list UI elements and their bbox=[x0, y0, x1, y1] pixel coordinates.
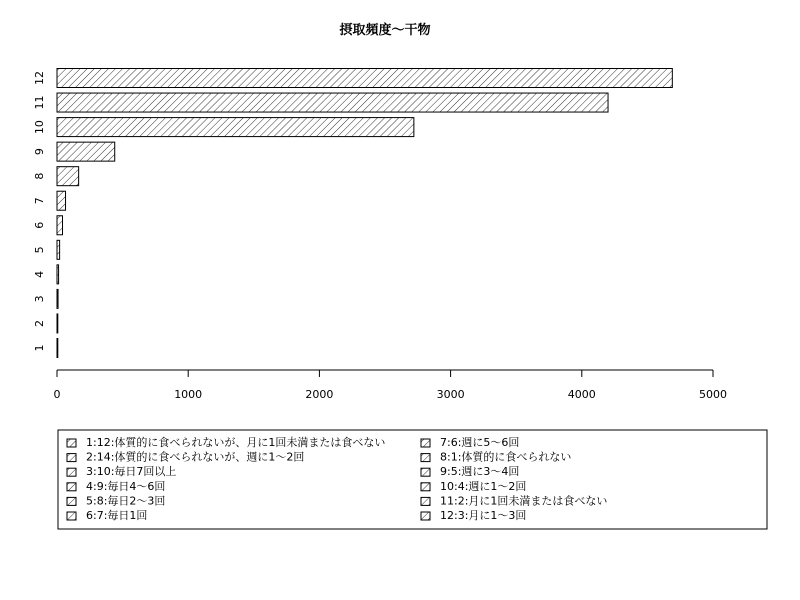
legend-item-label: 7:6:週に5～6回 bbox=[440, 436, 520, 449]
legend-item-label: 2:14:体質的に食べられないが、週に1～2回 bbox=[86, 450, 305, 464]
bar-4 bbox=[57, 265, 59, 284]
x-tick-label: 2000 bbox=[305, 388, 334, 401]
y-tick-label: 12 bbox=[33, 71, 46, 85]
legend-swatch bbox=[421, 483, 430, 491]
bar-8 bbox=[57, 167, 79, 186]
legend-item-label: 6:7:毎日1回 bbox=[86, 509, 148, 522]
legend-swatch bbox=[67, 512, 76, 520]
y-tick-label: 5 bbox=[33, 246, 46, 254]
y-tick-label: 9 bbox=[33, 148, 46, 156]
y-tick-label: 1 bbox=[33, 344, 46, 352]
x-tick-label: 0 bbox=[53, 388, 61, 401]
legend-swatch bbox=[421, 468, 430, 476]
legend-item-label: 11:2:月に1回未満または食べない bbox=[440, 494, 608, 508]
legend-item-label: 8:1:体質的に食べられない bbox=[440, 450, 572, 464]
legend-item-label: 3:10:毎日7回以上 bbox=[86, 465, 177, 479]
legend-swatch bbox=[421, 454, 430, 462]
bar-9 bbox=[57, 142, 115, 161]
x-tick-label: 1000 bbox=[174, 388, 203, 401]
bar-10 bbox=[57, 118, 414, 137]
legend-swatch bbox=[67, 439, 76, 447]
x-tick-label: 3000 bbox=[436, 388, 465, 401]
bar-12 bbox=[57, 69, 672, 88]
x-tick-label: 4000 bbox=[567, 388, 596, 401]
legend-swatch bbox=[67, 468, 76, 476]
legend-swatch bbox=[67, 454, 76, 462]
legend-item-label: 10:4:週に1～2回 bbox=[440, 479, 527, 493]
legend-swatch bbox=[67, 497, 76, 505]
chart-title: 摂取頻度～干物 bbox=[339, 23, 431, 38]
x-tick-label: 5000 bbox=[699, 388, 727, 401]
bar-3 bbox=[57, 289, 58, 308]
y-tick-label: 11 bbox=[33, 95, 46, 110]
legend-swatch bbox=[421, 439, 430, 447]
legend-item-label: 1:12:体質的に食べられないが、月に1回未満または食べない bbox=[86, 436, 386, 449]
y-tick-label: 4 bbox=[33, 270, 46, 278]
legend-swatch bbox=[421, 497, 430, 505]
y-tick-label: 8 bbox=[33, 172, 46, 180]
legend-item-label: 5:8:毎日2～3回 bbox=[86, 494, 166, 508]
legend-item-label: 4:9:毎日4～6回 bbox=[86, 479, 166, 493]
bar-7 bbox=[57, 191, 66, 210]
bar-11 bbox=[57, 93, 608, 112]
bar-5 bbox=[57, 240, 60, 259]
y-tick-label: 10 bbox=[33, 120, 46, 135]
y-tick-label: 2 bbox=[33, 319, 46, 327]
legend-item-label: 9:5:週に3～4回 bbox=[440, 465, 520, 479]
legend-swatch bbox=[67, 483, 76, 491]
legend-item-label: 12:3:月に1～3回 bbox=[440, 509, 527, 522]
legend-swatch bbox=[421, 512, 430, 520]
y-tick-label: 6 bbox=[33, 221, 46, 229]
y-tick-label: 7 bbox=[33, 197, 46, 205]
bar-2 bbox=[57, 314, 58, 333]
y-tick-label: 3 bbox=[33, 295, 46, 303]
bar-1 bbox=[57, 339, 58, 358]
bar-6 bbox=[57, 216, 63, 235]
